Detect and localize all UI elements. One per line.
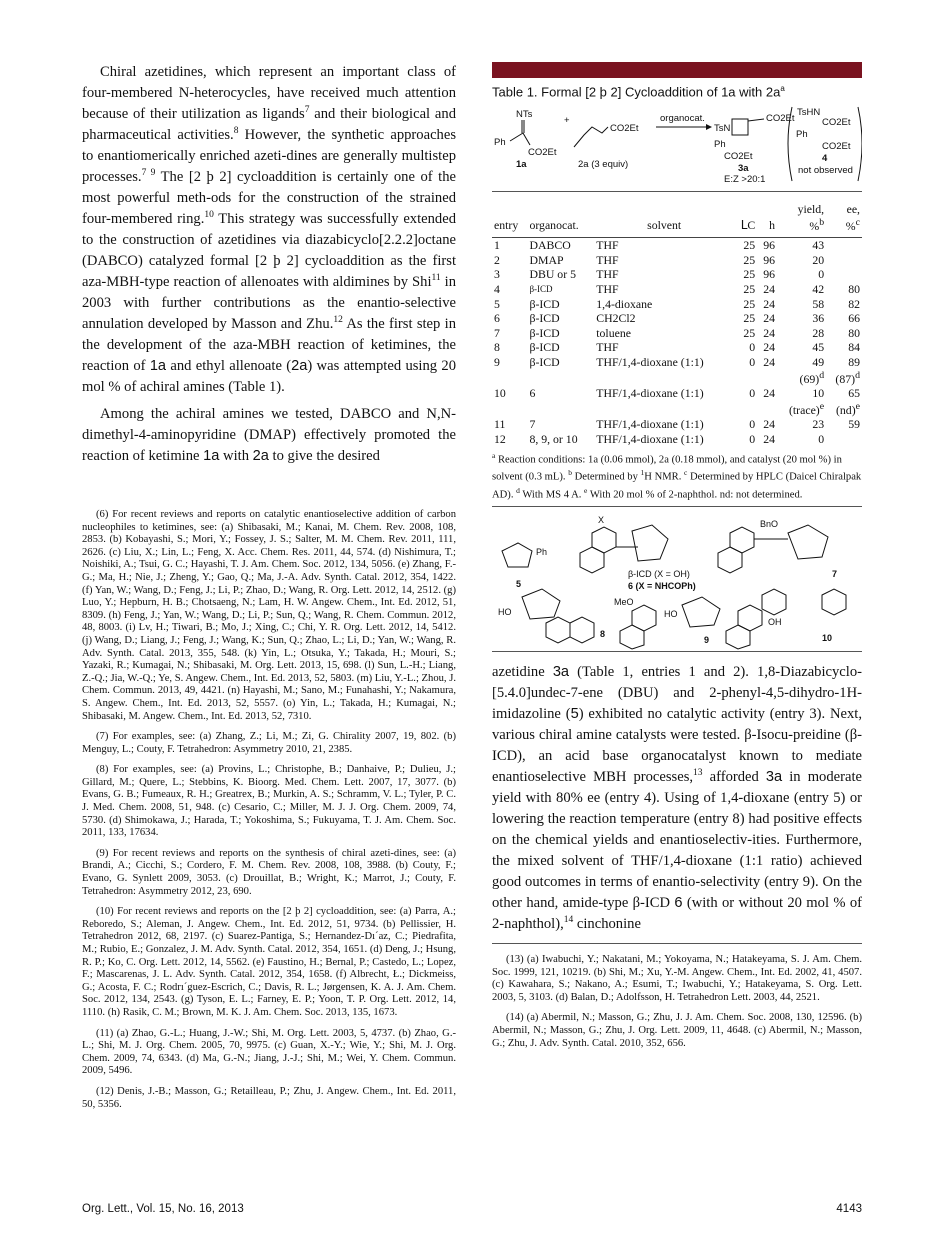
svg-text:7: 7 — [832, 568, 838, 579]
cell-solvent — [594, 400, 734, 417]
cell-temp: 0 — [749, 340, 756, 355]
cell-cat — [527, 369, 594, 386]
structure-8 — [498, 589, 605, 643]
cell-temp: 25 — [743, 325, 756, 340]
cell-h: 96 — [763, 252, 776, 267]
cell-cat: β-ICD — [529, 325, 560, 340]
svg-text:9: 9 — [704, 634, 710, 645]
reference-11: (11) (a) Zhao, G.-L.; Huang, J.-W.; Shi, M. Org. Lett. 2003, 5, 4737. (b) Zhao, G.-L.; Shi, M. J. Org. Chem. 2005, 70, 9975. (c) Guan, X.-Y.; Wie, Y.; Shi, M. J. Org. Chem. 2009, 74, 6343. (d) Ma, G.-N.; Jiang, J.-J.; Shi, M.; Wei, Y. Chem. Commun. 2009, 5496. — [82, 1027, 456, 1077]
cell-entry: 8 — [494, 340, 500, 355]
cell-yield: 10 — [812, 385, 825, 400]
svg-text:Ph: Ph — [494, 137, 506, 149]
table-caption: Table 1. Formal [2 þ 2] Cycloaddition of 1a with $2a^a$ — [492, 84, 785, 100]
cell-yield: 49 — [812, 354, 825, 369]
cell-h: 24 — [763, 431, 776, 446]
svg-text:Ph: Ph — [796, 129, 808, 141]
cell-ee: 84 — [848, 340, 860, 355]
paragraph-intro: Chiral azetidines, which represent an important class of four-membered N-heterocycles, have received much attention because of their utilization as ligands$^7$ and their biological and pharmaceutical activities.$^8$ However, the synthetic approaches to enantiomerically enriched azeti-dines are generally multistep processes.$^{7 9}$ The [2 þ 2] cycloaddition is certainly one of the most powerful meth-ods for the construction of the strained four-membered ring.$^{10}$ This strategy was successfully extended to the construction of azetidines via diazabicyclo[2.2.2]octane (DABCO) catalyzed formal [2 þ 2] cycloaddition as the first aza-MBH-type reaction of allenoates with aldimines by Shi$^{11}$ in 2003 with further contributions as the enantio-selective annulation developed by Masson and Zhu.$^{12}$ As the first step in the development of the aza-MBH reaction of ketimines, the reaction of 1a and ethyl allenoate (2a) was attempted using 20 mol % of achiral amines (Table 1). — [82, 64, 457, 395]
cell-yield: 28 — [812, 325, 825, 340]
svg-text:1a: 1a — [516, 159, 527, 171]
references-right — [492, 954, 862, 1050]
svg-text:BnO: BnO — [760, 518, 779, 529]
cell-solvent: CH2Cl2 — [596, 311, 636, 326]
header-yield-unit: %$^b$ — [777, 217, 826, 237]
structure-9 — [614, 597, 720, 649]
cell-temp: 25 — [743, 238, 756, 253]
cell-ee: 82 — [848, 296, 860, 311]
cell-temp — [734, 369, 757, 386]
references-divider — [492, 943, 862, 944]
svg-text:X: X — [598, 514, 605, 525]
reference-14: (14) (a) Abermil, N.; Masson, G.; Zhu, J. J. Am. Chem. Soc. 2008, 130, 12596. (b) Abermil, N.; Masson, G.; Zhu, J. Org. Lett. 2009, 11, 4648. (c) Abermil, N.; Masson, G.; Zhu, J. Adv. Synth. Catal. 2010, 352, 656. — [492, 1012, 862, 1049]
cell-solvent: THF — [596, 238, 619, 253]
cell-h: 24 — [763, 354, 776, 369]
svg-text:HO: HO — [664, 608, 678, 619]
svg-text:5: 5 — [516, 578, 522, 589]
cell-yield: 0 — [818, 267, 825, 282]
cell-cat: 6 — [529, 385, 536, 400]
cell-h: 24 — [763, 385, 776, 400]
svg-text:2a (3 equiv): 2a (3 equiv) — [578, 159, 629, 171]
cell-entry: 10 — [494, 385, 506, 400]
table-row — [492, 340, 862, 354]
cell-h — [757, 400, 777, 417]
cell-h: 24 — [763, 417, 776, 432]
svg-text:E:Z >20:1: E:Z >20:1 — [724, 174, 766, 186]
table-row — [492, 369, 862, 386]
svg-text:10: 10 — [822, 632, 833, 643]
cell-temp: 25 — [743, 296, 756, 311]
cell-solvent: THF — [596, 282, 619, 297]
cell-temp: 25 — [743, 311, 756, 326]
reaction-arrow — [656, 113, 712, 130]
table-row — [492, 386, 862, 400]
svg-text:not observed: not observed — [798, 165, 853, 177]
svg-text:4: 4 — [822, 153, 828, 165]
svg-text:Ph: Ph — [714, 139, 726, 151]
results-table — [492, 202, 862, 446]
cell-ee: 80 — [848, 282, 860, 297]
cell-yield: 42 — [812, 282, 825, 297]
cell-entry: 9 — [494, 354, 500, 369]
table-footnote: $^a$ Reaction conditions: 1a (0.06 mmol), 2a (0.18 mmol), and catalyst (20 mol %) in solvent (0.3 mL). $^b$ Determined by $^1$H NMR. $^c$ Determined by HPLC (Daicel Chiralpak AD). $^d$ With MS 4 A. $^e$ With 20 mol % of 2-naphthol. nd: not determined. — [492, 450, 862, 507]
reference-9: (9) For recent reviews and reports on the synthesis of chiral azeti-dines, see: (a) Brandi, A.; Cicchi, S.; Cordero, F. M. Chem. Rev. 2008, 108, 3988. (b) Couty, F.; Evano, G. Synlett 2009, 3053. (c) Drouillat, B.; Wright, K.; Marrot, J.; Couty, F. Tetrahedron: Asymmetry 2012, 23, 690. — [82, 847, 456, 897]
svg-text:OH: OH — [768, 616, 782, 627]
cell-cat: β-ICD — [529, 340, 560, 355]
cell-solvent: THF/1,4-dioxane (1:1) — [596, 354, 704, 369]
header-hours: h — [757, 217, 777, 237]
cell-h: 24 — [763, 282, 776, 297]
header-solvent: solvent — [594, 217, 734, 237]
svg-text:CO2Et: CO2Et — [766, 113, 795, 125]
header-ee-unit: %$^c$ — [826, 217, 862, 237]
cell-temp: 25 — [743, 282, 756, 297]
cell-solvent: THF — [596, 340, 619, 355]
cell-h: 24 — [763, 325, 776, 340]
table-row — [492, 400, 862, 417]
reference-10: (10) For recent reviews and reports on the [2 þ 2] cycloaddition, see: (a) Parra, A.; Reboredo, S.; Aleman, J. Angew. Chem., Int. Ed. 2012, 51, 9734. (b) Pellissier, H. Tetrahedron 2012, 68, 2197. (c) Suarez-Pantiga, S.; Hernandez-Dı´az, C.; Piedrafita, M.; Rubio, E.; Gonzalez, J. M. Adv. Synth. Catal. 2012, 354, 1651. (d) Deng, J.; Hsung, R. P.; Ko, C. Org. Lett. 2012, 14, 5562. (e) Faustino, H.; Bernal, P.; Castedo, L.; Lopez, F.; Mascarenas, J. L. Adv. Synth. Catal. 2012, 354, 1658. (f) Albrecht, Ł.; Dickmeiss, G.; Acosta, F. C.; Rodrı´guez-Escrich, C.; Davis, R. L.; Jørgensen, K. A. J. Am. Chem. Soc. 2012, 134, 2543. (g) Tyson, E. L.; Farney, E. P.; Yoon, T. P. Org. Lett. 2012, 14, 1110. (h) Rasik, C. M.; Brown, M. K. J. Am. Chem. Soc. 2013, 135, 1673. — [82, 906, 456, 1018]
cell-cat: β-ICD — [529, 354, 560, 369]
svg-text:CO2Et: CO2Et — [610, 123, 639, 135]
structure-5 — [502, 543, 547, 589]
cell-yield: 45 — [812, 340, 825, 355]
svg-text:MeO: MeO — [614, 596, 634, 607]
cell-cat: 7 — [529, 417, 536, 432]
header-temp: ꓡC — [734, 217, 757, 237]
cell-yield: 58 — [812, 296, 825, 311]
cell-entry: 11 — [494, 417, 506, 432]
structure-7 — [718, 519, 837, 579]
svg-text:3a: 3a — [738, 163, 749, 175]
table-row — [492, 311, 862, 325]
reference-8: (8) For examples, see: (a) Provins, L.; Christophe, B.; Danhaive, P.; Dulieu, J.; Gillard, M.; Quere, L.; Stebbins, K. Bioorg. Med. Chem. Lett. 2007, 17, 3077. (b) Evans, G. B.; Fumeaux, R. H.; Greatrex, B.; Murkin, A. S.; Schramm, V. L.; Tyler, P. C. J. Med. Chem. 2008, 51, 948. (c) Cesario, C.; Miller, M. J. J. Org. Chem. 2009, 74, 5730. (d) Shimokawa, J.; Harada, T.; Yokoshima, S.; Fukuyama, T. J. Am. Chem. Soc. 2011, 133, 17634. — [82, 764, 456, 839]
cell-yield: 0 — [818, 431, 825, 446]
cell-entry: 1 — [494, 238, 500, 253]
results-body — [492, 238, 862, 446]
reference-12: (12) Denis, J.-B.; Masson, G.; Retailleau, P.; Zhu, J. Angew. Chem., Int. Ed. 2011, 50, 5356. — [82, 1085, 456, 1110]
cell-yield: (trace)$^e$ — [788, 401, 825, 418]
table-row — [492, 297, 862, 311]
cell-cat: β-ICD — [529, 284, 553, 295]
references-left — [82, 509, 456, 1111]
cell-cat: DBU or 5 — [529, 267, 576, 282]
header-organocat: organocat. — [527, 217, 594, 237]
cell-h: 96 — [763, 238, 776, 253]
cell-solvent: toluene — [596, 325, 631, 340]
header-yield-top: yield, — [797, 202, 825, 217]
journal-citation: Org. Lett., Vol. 15, No. 16, 2013 — [82, 1203, 244, 1215]
cell-ee: 80 — [848, 325, 860, 340]
page-footer — [82, 1203, 862, 1215]
page-number: 4143 — [836, 1203, 862, 1215]
table-row — [492, 253, 862, 267]
cell-solvent: 1,4-dioxane — [596, 296, 653, 311]
structure-10 — [726, 589, 846, 649]
cell-cat: β-ICD — [529, 296, 560, 311]
cell-solvent: THF — [596, 267, 619, 282]
cell-h: 24 — [763, 340, 776, 355]
cell-ee — [826, 253, 862, 267]
cell-entry: 4 — [494, 282, 500, 297]
svg-text:HO: HO — [498, 606, 512, 617]
cell-h — [757, 369, 777, 386]
right-column — [492, 62, 862, 1058]
cell-yield: 36 — [812, 311, 825, 326]
svg-text:CO2Et: CO2Et — [528, 147, 557, 159]
cell-temp: 0 — [749, 431, 756, 446]
cell-entry: 7 — [494, 325, 500, 340]
table-row — [492, 326, 862, 340]
cell-cat — [527, 400, 594, 417]
cell-entry: 12 — [494, 431, 506, 446]
cell-entry: 3 — [494, 267, 500, 282]
cell-ee: 65 — [848, 385, 860, 400]
cell-ee: 66 — [848, 311, 860, 326]
svg-text:β-ICD (X = OH): β-ICD (X = OH) — [628, 568, 690, 579]
table-row — [492, 267, 862, 281]
cell-entry: 2 — [494, 252, 500, 267]
compound-4 — [788, 107, 862, 181]
svg-text:organocat.: organocat. — [660, 113, 705, 125]
svg-text:TsHN: TsHN — [797, 107, 821, 119]
cell-ee: 89 — [848, 354, 860, 369]
cell-solvent — [594, 369, 734, 386]
svg-text:8: 8 — [600, 628, 606, 639]
cell-entry — [492, 400, 527, 417]
svg-text:TsN: TsN — [714, 123, 731, 135]
svg-text:CO2Et: CO2Et — [822, 117, 851, 129]
cell-yield: 23 — [812, 417, 825, 432]
reference-13: (13) (a) Iwabuchi, Y.; Nakatani, M.; Yokoyama, N.; Hatakeyama, S. J. Am. Chem. Soc. 1999, 121, 10219. (b) Shi, M.; Xu, Y.-M. Angew. Chem., Int. Ed. 2002, 41, 4507. (c) Kawahara, S.; Nakano, A.; Esumi, T.; Iwabuchi, Y.; Hatakeyama, S. Org. Lett. 2003, 5, 3103. (d) Balan, D.; Adolfsson, H. Tetrahedron Lett. 2003, 44, 2521. — [492, 953, 862, 1003]
cell-temp — [734, 400, 757, 417]
reaction-scheme — [492, 103, 862, 192]
cell-entry: 6 — [494, 311, 500, 326]
table-header-bar — [492, 62, 862, 78]
cell-ee — [826, 432, 862, 446]
cell-entry: 5 — [494, 296, 500, 311]
cell-ee: (nd)$^e$ — [835, 401, 860, 418]
compound-3a — [714, 113, 795, 185]
cell-yield: $(69)^d$ — [799, 369, 825, 386]
cell-entry — [492, 369, 527, 386]
table-row — [492, 281, 862, 296]
svg-text:6 (X = NHCOPh): 6 (X = NHCOPh) — [628, 580, 696, 591]
paragraph-chiral-amines: azetidine 3a (Table 1, entries 1 and 2). 1,8-Diazabicyclo-[5.4.0]undec-7-ene (DBU) and 2-phenyl-4,5-dihydro-1H-imidazoline (5) exhibited no catalytic activity (entry 3). Next, various chiral amine catalysts were tested. β-Isocu-preidine (β-ICD), an acid base organocatalyst known to mediate enantioselective MBH processes,$^{13}$ afforded 3a in moderate yield with 80% ee (entry 4). Using of 1,4-dioxane (entry 5) or lowering the reaction temperature (entry 8) had positive effects on the chemical yields and enantioselectiv-ities. Furthermore, the mixed solvent of THF/1,4-dioxane (1:1 ratio) achieved good outcomes in terms of enantio-selectivity (entry 9). On the other hand, amide-type β-ICD 6 (with or without 20 mol % of 2-naphthol),$^{14}$ cinchonine — [492, 663, 862, 932]
paragraph-achiral-amines: Among the achiral amines we tested, DABCO and N,N-dimethyl-4-aminopyridine (DMAP) effectively promoted the reaction of ketimine 1a with 2a to give the desired — [82, 406, 456, 464]
table-row — [492, 238, 862, 253]
cell-ee: 59 — [848, 417, 860, 432]
cell-solvent: THF/1,4-dioxane (1:1) — [596, 385, 704, 400]
table-row — [492, 432, 862, 446]
cell-ee — [826, 238, 862, 253]
cell-solvent: THF/1,4-dioxane (1:1) — [596, 431, 704, 446]
cell-cat: β-ICD — [529, 311, 560, 326]
cell-cat: 8, 9, or 10 — [529, 431, 578, 446]
reference-6: (6) For recent reviews and reports on catalytic enantioselective addition of carbon nucleophiles to ketimines, see: (a) Shibasaki, M.; Kanai, M. Chem. Rev. 2008, 108, 2853. (b) Kobayashi, S.; Mori, Y.; Fossey, J. S.; Salter, M. M. Chem. Rev. 2011, 111, 2626. (c) Liu, X.; Lin, L.; Feng, X. Acc. Chem. Res. 2011, 44, 574. (d) Nishimura, T.; Noishiki, A.; Tsui, G. C.; Hayashi, T. J. Am. Chem. Soc. 2012, 134, 5056. (e) Zhang, F.-G.; Ma, H.; Nie, J.; Zheng, Y.; Gao, Q.; Ma, J.-A. Adv. Synth. Catal. 2012, 354, 1422. (f) Yan, W.; Wang, D.; Feng, J.; Li, P.; Zhao, D.; Wang, R. Org. Lett. 2012, 14, 2512. (g) Luo, Y.; Hepburn, H. B.; Chotsaeng, N.; Lam, H. W. Angew. Chem., Int. Ed. 2012, 51, 8309. (h) Feng, J.; Yan, W.; Wang, D.; Li, P.; Sun, Q.; Wang, R. Chem. Commun. 2012, 48, 8003. (i) Lv, H.; Tiwari, B.; Mo, J.; Xing, C.; Chi, Y. R. Org. Lett. 2012, 14, 5412. (j) Wang, D.; Liang, J.; Feng, J.; Wang, K.; Sun, Q.; Zhao, L.; Li, D.; Yan, W.; Wang, R. Adv. Synth. Catal. 2013, 355, 548. (k) Yin, L.; Otsuka, Y.; Takada, H.; Mouri, S.; Yazaki, R.; Kumagai, N.; Shibasaki, M. Org. Lett. 2013, 15, 698. (l) Sun, L.-H.; Liang, Z.-Q.; Jia, W.-Q.; Ye, S. Angew. Chem., Int. Ed. 2013, 52, 5803. (m) Liu, Y.-L.; Zhou, J. Chem. Commun. 2013, 49, 4421. (n) Hayashi, M.; Sano, M.; Funahashi, Y.; Nakamura, S. Angew. Chem., Int. Ed. 2013, 52, 5557. (o) Yin, L.; Takada, H.; Kumagai, N.; Shibasaki, M. Angew. Chem., Int. Ed. 2013, 52, 7310. — [82, 509, 456, 722]
cell-ee: $(87)^d$ — [835, 369, 860, 386]
header-entry: entry — [492, 217, 527, 237]
structure-6 — [580, 515, 696, 591]
cell-temp: 0 — [749, 385, 756, 400]
cell-h: 24 — [763, 296, 776, 311]
reference-7: (7) For examples, see: (a) Zhang, Z.; Li, M.; Zi, G. Chirality 2007, 19, 802. (b) Menguy, L.; Couty, F. Tetrahedron: Asymmetry 2010, 21, 2385. — [82, 731, 456, 755]
cell-solvent: THF/1,4-dioxane (1:1) — [596, 417, 704, 432]
svg-text:CO2Et: CO2Et — [822, 141, 851, 153]
svg-text:CO2Et: CO2Et — [724, 151, 753, 163]
svg-text:NTs: NTs — [516, 109, 533, 121]
table-row — [492, 355, 862, 369]
cell-temp: 25 — [743, 252, 756, 267]
cell-temp: 25 — [743, 267, 756, 282]
cell-cat: DABCO — [529, 238, 571, 253]
svg-text:Ph: Ph — [536, 546, 548, 557]
plus-sign: + — [564, 115, 570, 127]
cell-solvent: THF — [596, 252, 619, 267]
header-ee-top: ee, — [846, 202, 860, 217]
cell-h: 24 — [763, 311, 776, 326]
table-row — [492, 417, 862, 431]
cell-cat: DMAP — [529, 252, 564, 267]
compound-2a — [574, 123, 639, 170]
compound-1a — [494, 109, 557, 170]
cell-h: 96 — [763, 267, 776, 282]
cell-yield: 20 — [812, 252, 825, 267]
catalyst-structures — [492, 511, 862, 652]
cell-temp: 0 — [749, 354, 756, 369]
cell-ee — [826, 267, 862, 281]
cell-yield: 43 — [812, 238, 825, 253]
cell-temp: 0 — [749, 417, 756, 432]
left-column — [82, 62, 456, 1119]
